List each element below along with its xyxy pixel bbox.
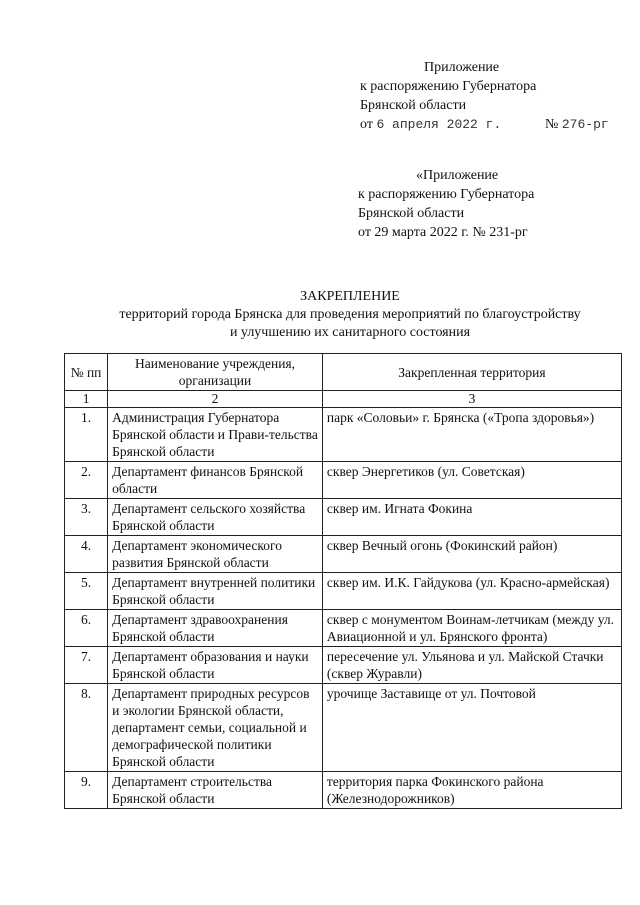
column-number: 3: [322, 391, 621, 408]
table-header-row: [65, 354, 622, 391]
row-territory: сквер им. И.К. Гайдукова (ул. Красно-армейская): [322, 573, 621, 610]
previous-appendix-header: [358, 166, 534, 242]
row-number: 7.: [65, 647, 108, 684]
appendix-order-line: к распоряжению Губернатора: [360, 79, 537, 94]
appendix-header: [360, 58, 609, 134]
table-row: [65, 573, 622, 610]
table-row: [65, 647, 622, 684]
appendix-number: 276-рг: [561, 117, 609, 132]
row-organization: Департамент образования и науки Брянской области: [108, 647, 323, 684]
row-territory: сквер Вечный огонь (Фокинский район): [322, 536, 621, 573]
appendix-region-line: Брянской области: [360, 98, 467, 113]
title-subtitle-1: территорий города Брянска для проведения мероприятий по благоустройству: [119, 307, 581, 322]
row-number: 9.: [65, 772, 108, 809]
row-territory: урочище Заставище от ул. Почтовой: [322, 684, 621, 772]
number-sign: №: [545, 117, 559, 132]
title-subtitle-2: и улучшению их санитарного состояния: [229, 325, 471, 340]
row-territory: сквер Энергетиков (ул. Советская): [322, 462, 621, 499]
row-number: 8.: [65, 684, 108, 772]
row-number: 3.: [65, 499, 108, 536]
row-organization: Департамент природных ресурсов и экологии Брянской области, департамент семьи, социальной и демографической политики Брянской области: [108, 684, 323, 772]
row-organization: Департамент сельского хозяйства Брянской области: [108, 499, 323, 536]
title-heading: ЗАКРЕПЛЕНИЕ: [300, 289, 400, 304]
row-number: 6.: [65, 610, 108, 647]
table-row: [65, 772, 622, 809]
appendix-number-group: [545, 115, 609, 134]
row-territory: пересечение ул. Ульянова и ул. Майской Стачки (сквер Журавли): [322, 647, 621, 684]
prev-appendix-label: «Приложение: [416, 168, 499, 183]
column-number: 2: [108, 391, 323, 408]
column-number: 1: [65, 391, 108, 408]
row-organization: Департамент финансов Брянской области: [108, 462, 323, 499]
assignment-table: [64, 353, 622, 809]
row-territory: парк «Соловьи» г. Брянска («Тропа здоровья»): [322, 408, 621, 462]
table-row: [65, 462, 622, 499]
row-organization: Департамент внутренней политики Брянской области: [108, 573, 323, 610]
row-number: 2.: [65, 462, 108, 499]
header-number: № пп: [65, 354, 108, 391]
table-row: [65, 499, 622, 536]
row-territory: территория парка Фокинского района (Железнодорожников): [322, 772, 621, 809]
row-organization: Администрация Губернатора Брянской области и Прави-тельства Брянской области: [108, 408, 323, 462]
table-row: [65, 684, 622, 772]
row-number: 4.: [65, 536, 108, 573]
row-number: 1.: [65, 408, 108, 462]
header-organization: Наименование учреждения, организации: [108, 354, 323, 391]
appendix-date: 6 апреля 2022 г.: [376, 117, 502, 132]
prev-appendix-region-line: Брянской области: [358, 206, 465, 221]
appendix-date-line: [360, 115, 609, 134]
row-organization: Департамент строительства Брянской области: [108, 772, 323, 809]
from-label: от: [360, 117, 373, 132]
appendix-label: Приложение: [424, 60, 500, 75]
header-territory: Закрепленная территория: [322, 354, 621, 391]
table-row: [65, 536, 622, 573]
row-organization: Департамент здравоохранения Брянской области: [108, 610, 323, 647]
row-organization: Департамент экономического развития Брянской области: [108, 536, 323, 573]
prev-appendix-order-line: к распоряжению Губернатора: [358, 187, 535, 202]
table-row: [65, 408, 622, 462]
prev-appendix-date-line: от 29 марта 2022 г. № 231-рг: [358, 225, 528, 240]
column-number-row: [65, 391, 622, 408]
row-number: 5.: [65, 573, 108, 610]
row-territory: сквер с монументом Воинам-летчикам (между ул. Авиационной и ул. Брянского фронта): [322, 610, 621, 647]
row-territory: сквер им. Игната Фокина: [322, 499, 621, 536]
table-row: [65, 610, 622, 647]
document-title: [60, 288, 640, 342]
